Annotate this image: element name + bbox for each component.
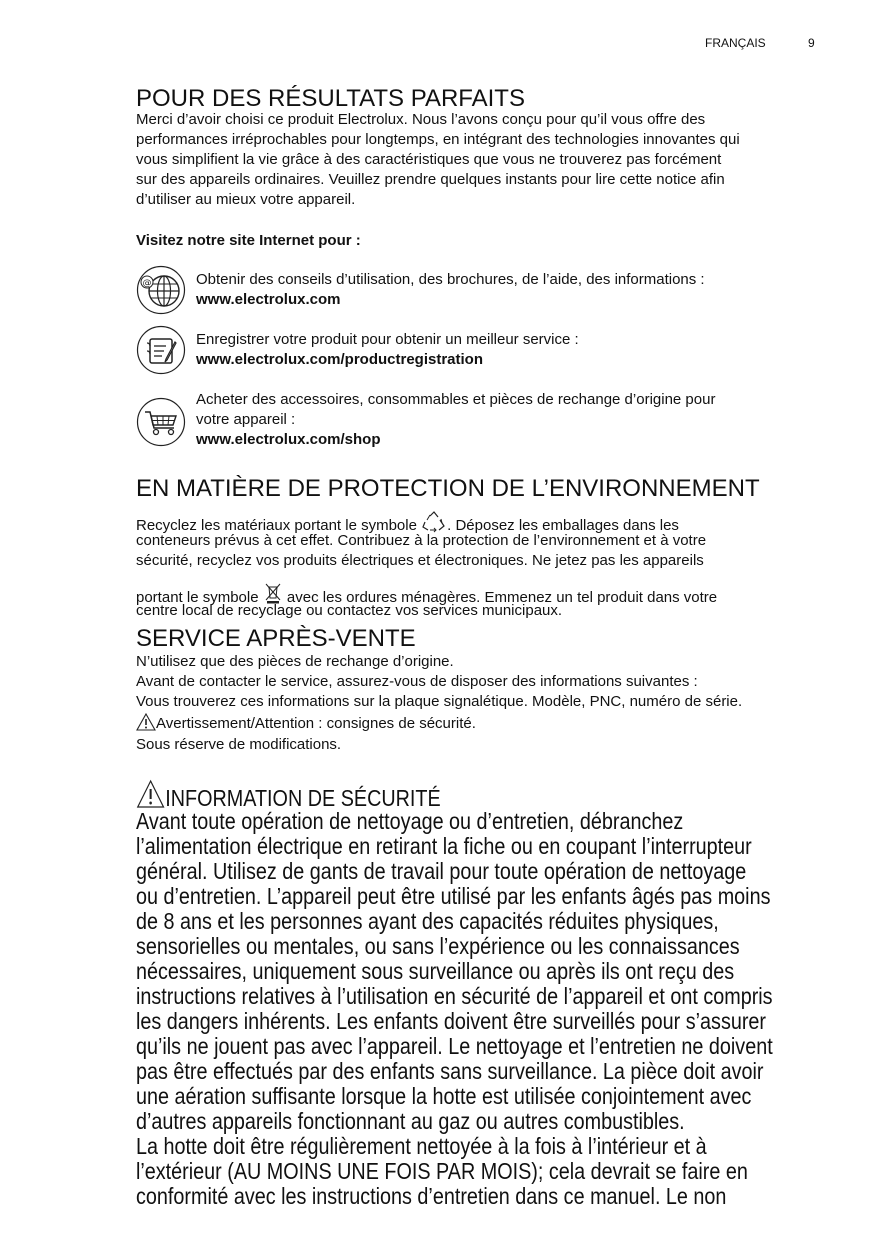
safety-line: conformité avec les instructions d’entretien dans ce manuel. Le non xyxy=(136,1183,727,1209)
globe-icon xyxy=(136,265,188,322)
results-title: POUR DES RÉSULTATS PARFAITS xyxy=(136,85,525,112)
svg-text:@: @ xyxy=(142,278,152,289)
shopping-cart-icon xyxy=(136,397,188,454)
safety-line: les dangers inhérents. Les enfants doivent être surveillés pour s’assurer xyxy=(136,1008,767,1034)
safety-line: instructions relatives à l’utilisation en sécurité de l’appareil et ont compris xyxy=(136,983,773,1009)
environment-line: sécurité, recyclez vos produits électriques et électroniques. Ne jetez pas les appareils xyxy=(136,552,704,569)
intro-line: performances irréprochables pour longtemps, en intégrant des technologies innovantes qui xyxy=(136,131,740,148)
link-description: Enregistrer votre produit pour obtenir un meilleur service : xyxy=(196,331,579,348)
service-title: SERVICE APRÈS-VENTE xyxy=(136,625,416,652)
website-link[interactable]: www.electrolux.com xyxy=(196,291,341,308)
environment-text: avec les ordures ménagères. Emmenez un tel produit dans votre xyxy=(286,589,718,606)
environment-text: Recyclez les matériaux portant le symbole xyxy=(136,517,417,534)
safety-line: sensorielles ou mentales, ou sans l’expérience ou les connaissances xyxy=(136,933,740,959)
environment-text: portant le symbole xyxy=(136,589,259,606)
shop-link[interactable]: www.electrolux.com/shop xyxy=(196,431,381,448)
warning-icon xyxy=(136,713,156,737)
service-warning-line xyxy=(136,713,476,737)
environment-line: centre local de recyclage ou contactez vos services municipaux. xyxy=(136,602,563,619)
environment-line: conteneurs prévus à cet effet. Contribuez à la protection de l’environnement et à votre xyxy=(136,532,707,549)
safety-line: qu’ils ne jouent pas avec l’appareil. Le nettoyage et l’entretien ne doivent xyxy=(136,1033,773,1059)
page-number: 9 xyxy=(808,36,815,50)
environment-title: EN MATIÈRE DE PROTECTION DE L’ENVIRONNEMENT xyxy=(136,475,760,502)
safety-line: ou d’entretien. L’appareil peut être utilisé par les enfants âgés pas moins xyxy=(136,883,771,909)
intro-line: Merci d’avoir choisi ce produit Electrolux. Nous l’avons conçu pour qu’il vous offre des xyxy=(136,111,706,128)
visit-label: Visitez notre site Internet pour : xyxy=(136,232,361,249)
language-label: FRANÇAIS xyxy=(705,36,766,50)
intro-line: d’utiliser au mieux votre appareil. xyxy=(136,191,356,208)
safety-line: nécessaires, uniquement sous surveillance ou après ils ont reçu des xyxy=(136,958,735,984)
intro-line: sur des appareils ordinaires. Veuillez prendre quelques instants pour lire cette notice afin xyxy=(136,171,725,188)
service-line: N’utilisez que des pièces de rechange d’origine. xyxy=(136,653,454,670)
service-line: Vous trouverez ces informations sur la plaque signalétique. Modèle, PNC, numéro de série. xyxy=(136,693,743,710)
safety-line: général. Utilisez de gants de travail pour toute opération de nettoyage xyxy=(136,858,747,884)
registration-form-icon xyxy=(136,325,188,382)
link-description: Obtenir des conseils d’utilisation, des brochures, de l’aide, des informations : xyxy=(196,271,705,288)
service-line: Avant de contacter le service, assurez-vous de disposer des informations suivantes : xyxy=(136,673,698,690)
link-description: Acheter des accessoires, consommables et pièces de rechange d’origine pour xyxy=(196,391,716,408)
safety-line: l’extérieur (AU MOINS UNE FOIS PAR MOIS); cela devrait se faire en xyxy=(136,1158,748,1184)
service-line: Sous réserve de modifications. xyxy=(136,736,342,753)
safety-line: La hotte doit être régulièrement nettoyée à la fois à l’intérieur et à xyxy=(136,1133,707,1159)
safety-line: de 8 ans et les personnes ayant des capacités réduites physiques, xyxy=(136,908,719,934)
registration-link[interactable]: www.electrolux.com/productregistration xyxy=(196,351,483,368)
safety-line: Avant toute opération de nettoyage ou d’entretien, débranchez xyxy=(136,808,684,834)
safety-line: l’alimentation électrique en retirant la fiche ou en coupant l’interrupteur xyxy=(136,833,752,859)
safety-title-text: INFORMATION DE SÉCURITÉ xyxy=(165,785,441,811)
intro-line: vous simplifient la vie grâce à des caractéristiques que vous ne trouverez pas forcément xyxy=(136,151,722,168)
safety-line: d’autres appareils fonctionnant au gaz ou autres combustibles. xyxy=(136,1108,685,1134)
link-description: votre appareil : xyxy=(196,411,296,428)
safety-line: pas être effectués par des enfants sans surveillance. La pièce doit avoir xyxy=(136,1058,764,1084)
environment-text: . Déposez les emballages dans les xyxy=(447,517,679,534)
safety-line: une aération suffisante lorsque la hotte est utilisée conjointement avec xyxy=(136,1083,752,1109)
warning-text: Avertissement/Attention : consignes de sécurité. xyxy=(156,715,476,732)
